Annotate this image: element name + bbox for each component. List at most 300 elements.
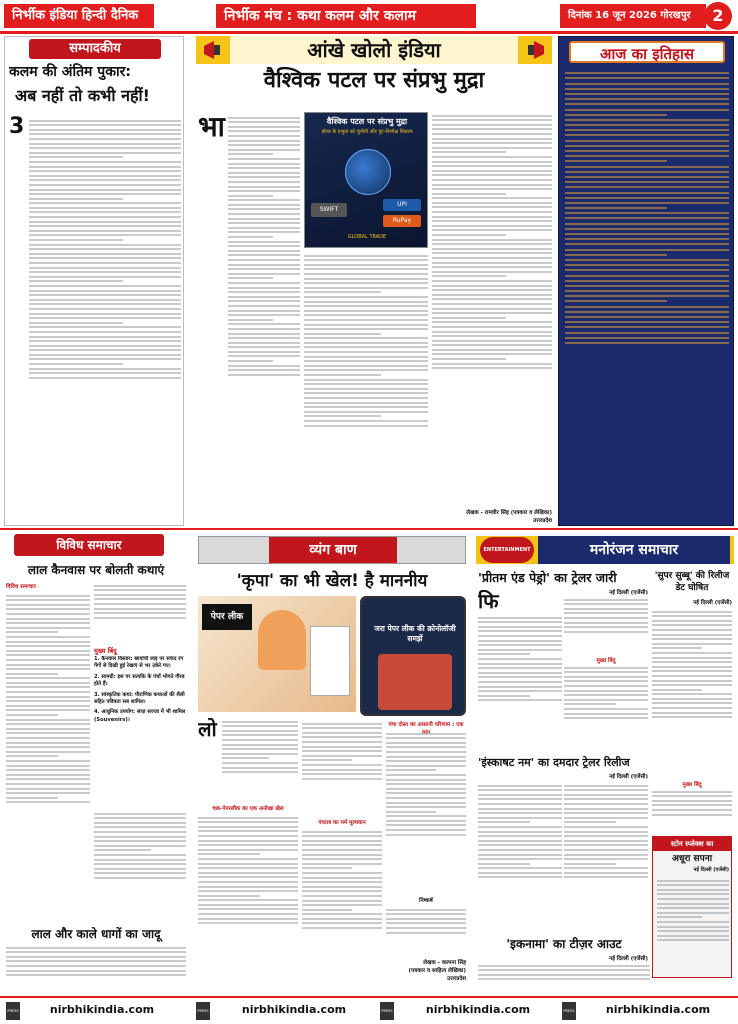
text-line bbox=[302, 913, 382, 915]
text-line bbox=[386, 792, 466, 794]
text-line bbox=[565, 202, 729, 204]
text-line bbox=[6, 705, 90, 707]
text-line bbox=[29, 326, 181, 328]
text-line bbox=[94, 826, 186, 828]
text-line bbox=[304, 369, 428, 371]
text-line bbox=[6, 599, 90, 601]
vividh-col-2 bbox=[94, 582, 186, 642]
section-title: निर्भीक मंच : कथा कलम और कलाम bbox=[216, 4, 476, 28]
text-line bbox=[302, 927, 382, 929]
text-line bbox=[564, 703, 616, 705]
text-line bbox=[432, 206, 552, 208]
vyang-drop-cap: लो bbox=[198, 718, 217, 740]
text-line bbox=[228, 369, 300, 371]
text-line bbox=[198, 881, 298, 883]
text-line bbox=[29, 202, 181, 204]
text-line bbox=[657, 930, 729, 932]
text-line bbox=[565, 306, 729, 308]
text-line bbox=[564, 835, 648, 837]
text-line bbox=[564, 872, 648, 874]
vyang-col-3b bbox=[386, 906, 466, 954]
text-line bbox=[198, 867, 298, 869]
text-line bbox=[94, 863, 186, 865]
swift-label: SWIFT bbox=[311, 203, 347, 217]
text-line bbox=[29, 244, 181, 246]
text-line bbox=[228, 268, 300, 270]
text-line bbox=[657, 907, 729, 909]
text-line bbox=[478, 789, 562, 791]
text-line bbox=[478, 635, 562, 637]
text-line bbox=[302, 854, 382, 856]
text-line bbox=[565, 321, 729, 323]
text-line bbox=[302, 755, 382, 757]
text-line bbox=[432, 335, 552, 337]
text-line bbox=[302, 867, 352, 869]
text-line bbox=[652, 809, 732, 811]
text-line bbox=[29, 198, 123, 200]
text-line bbox=[94, 612, 186, 614]
text-line bbox=[302, 723, 382, 725]
text-line bbox=[228, 135, 300, 137]
editorial-column bbox=[4, 36, 184, 526]
text-line bbox=[222, 744, 298, 746]
text-line bbox=[29, 358, 181, 360]
ent-ad-body bbox=[657, 877, 729, 975]
text-line bbox=[302, 890, 382, 892]
editorial-tab: सम्पादकीय bbox=[29, 39, 161, 59]
footer-site-2[interactable]: nirbhikindia.com bbox=[241, 1003, 347, 1016]
editorial-body bbox=[29, 117, 181, 517]
text-line bbox=[29, 230, 181, 232]
text-line bbox=[6, 613, 90, 615]
text-line bbox=[228, 158, 300, 160]
text-line bbox=[6, 755, 58, 757]
text-line bbox=[228, 323, 300, 325]
masthead bbox=[0, 0, 738, 30]
text-line bbox=[228, 208, 300, 210]
text-line bbox=[228, 121, 300, 123]
text-line bbox=[29, 372, 181, 374]
text-line bbox=[304, 425, 428, 427]
text-line bbox=[29, 124, 181, 126]
text-line bbox=[94, 849, 151, 851]
text-line bbox=[222, 721, 298, 723]
text-line bbox=[302, 886, 382, 888]
text-line bbox=[29, 221, 181, 223]
text-line bbox=[565, 264, 729, 266]
text-line bbox=[6, 654, 90, 656]
mid-rule bbox=[0, 528, 738, 530]
text-line bbox=[564, 840, 648, 842]
text-line bbox=[564, 817, 648, 819]
text-line bbox=[478, 826, 562, 828]
text-line bbox=[29, 184, 181, 186]
entertainment-badge: ENTERTAINMENT bbox=[480, 537, 534, 563]
text-line bbox=[304, 360, 428, 362]
text-line bbox=[29, 262, 181, 264]
vyang-subhead-1: चक्र-पेपरलीक का एक अनोखा खेल bbox=[212, 806, 284, 812]
text-line bbox=[29, 179, 181, 181]
footer-site-3[interactable]: nirbhikindia.com bbox=[425, 1003, 531, 1016]
text-line bbox=[29, 225, 181, 227]
text-line bbox=[29, 234, 181, 236]
text-line bbox=[304, 305, 428, 307]
text-line bbox=[29, 239, 123, 241]
text-line bbox=[222, 767, 298, 769]
ent-ad-byline: नई दिल्ली (एजेंसी) bbox=[693, 867, 729, 873]
editorial-headline-2: अब नहीं तो कभी नहीं! bbox=[15, 86, 150, 105]
text-line bbox=[6, 636, 90, 638]
text-line bbox=[302, 904, 382, 906]
footer-site-1[interactable]: nirbhikindia.com bbox=[49, 1003, 155, 1016]
text-line bbox=[565, 88, 729, 90]
text-line bbox=[478, 686, 562, 688]
rupay-label: RuPay bbox=[383, 215, 421, 227]
ent-col-1 bbox=[478, 614, 562, 752]
text-line bbox=[228, 144, 300, 146]
press-logo: PRESS bbox=[6, 1002, 20, 1020]
text-line bbox=[565, 166, 729, 168]
text-line bbox=[222, 734, 298, 736]
text-line bbox=[565, 285, 729, 287]
text-line bbox=[304, 411, 428, 413]
text-line bbox=[565, 176, 729, 178]
text-line bbox=[29, 354, 181, 356]
vyang-col-3 bbox=[386, 730, 466, 894]
text-line bbox=[564, 794, 648, 796]
text-line bbox=[432, 197, 552, 199]
global-trade-label: GLOBAL TRADE bbox=[347, 234, 387, 240]
text-line bbox=[386, 815, 466, 817]
text-line bbox=[302, 741, 382, 743]
text-line bbox=[302, 759, 352, 761]
text-line bbox=[478, 649, 562, 651]
text-line bbox=[6, 622, 90, 624]
text-line bbox=[565, 212, 729, 214]
text-line bbox=[565, 249, 729, 251]
text-line bbox=[386, 913, 466, 915]
manoranjan-column bbox=[476, 534, 734, 994]
text-line bbox=[432, 133, 552, 135]
text-line bbox=[228, 360, 273, 362]
text-line bbox=[432, 326, 552, 328]
text-line bbox=[6, 677, 90, 679]
text-line bbox=[657, 916, 702, 918]
text-line bbox=[478, 803, 562, 805]
text-line bbox=[432, 344, 552, 346]
text-line bbox=[302, 858, 382, 860]
text-line bbox=[432, 161, 552, 163]
text-line bbox=[6, 627, 90, 629]
vividh-col-1 bbox=[6, 592, 90, 920]
text-line bbox=[564, 699, 648, 701]
text-line bbox=[94, 608, 186, 610]
text-line bbox=[386, 765, 466, 767]
text-line bbox=[564, 694, 648, 696]
text-line bbox=[432, 220, 552, 222]
text-line bbox=[222, 762, 298, 764]
text-line bbox=[198, 918, 298, 920]
text-line bbox=[228, 291, 300, 293]
text-line bbox=[432, 142, 552, 144]
text-line bbox=[222, 725, 298, 727]
text-line bbox=[432, 225, 552, 227]
text-line bbox=[386, 834, 466, 836]
text-line bbox=[657, 935, 729, 937]
text-line bbox=[386, 756, 466, 758]
vividh-bullet-item: 4. आधुनिक उपयोग: साज़ सज्जा में भी शामिल (Souvenirs)। bbox=[94, 709, 186, 723]
text-line bbox=[6, 631, 58, 633]
text-line bbox=[29, 290, 181, 292]
text-line bbox=[565, 254, 667, 256]
text-line bbox=[386, 806, 466, 808]
text-line bbox=[304, 264, 428, 266]
text-line bbox=[657, 884, 729, 886]
text-line bbox=[6, 700, 90, 702]
text-line bbox=[564, 599, 648, 601]
text-line bbox=[565, 171, 729, 173]
text-line bbox=[6, 970, 186, 972]
text-line bbox=[565, 119, 729, 121]
vyang-subhead-3: पंचा दोस्त का आसानी परिणाम : एक bbox=[388, 722, 464, 728]
press-logo: PRESS bbox=[380, 1002, 394, 1020]
text-line bbox=[432, 174, 552, 176]
text-line bbox=[652, 689, 702, 691]
text-line bbox=[29, 276, 181, 278]
text-line bbox=[29, 294, 181, 296]
text-line bbox=[478, 844, 562, 846]
text-line bbox=[478, 617, 562, 619]
text-line bbox=[304, 301, 428, 303]
text-line bbox=[304, 273, 428, 275]
text-line bbox=[6, 801, 90, 803]
text-line bbox=[228, 328, 300, 330]
text-line bbox=[657, 912, 729, 914]
text-line bbox=[478, 863, 530, 865]
text-line bbox=[565, 181, 729, 183]
text-line bbox=[478, 798, 562, 800]
vividh-byline: विविध समाचार bbox=[6, 584, 36, 590]
text-line bbox=[652, 634, 732, 636]
text-line bbox=[302, 877, 382, 879]
text-line bbox=[302, 872, 382, 874]
text-line bbox=[386, 742, 466, 744]
text-line bbox=[94, 854, 186, 856]
text-line bbox=[6, 797, 58, 799]
text-line bbox=[29, 138, 181, 140]
text-line bbox=[29, 216, 181, 218]
text-line bbox=[228, 277, 273, 279]
text-line bbox=[564, 708, 648, 710]
text-line bbox=[652, 693, 732, 695]
text-line bbox=[432, 353, 552, 355]
text-line bbox=[386, 779, 466, 781]
text-line bbox=[652, 791, 732, 793]
press-logo: PRESS bbox=[196, 1002, 210, 1020]
text-line bbox=[432, 321, 552, 323]
text-line bbox=[6, 956, 186, 958]
text-line bbox=[386, 918, 466, 920]
text-line bbox=[302, 750, 382, 752]
vividh-col-4 bbox=[6, 944, 186, 994]
text-line bbox=[228, 241, 300, 243]
text-line bbox=[302, 881, 382, 883]
text-line bbox=[432, 294, 552, 296]
text-line bbox=[652, 795, 732, 797]
text-line bbox=[478, 667, 562, 669]
text-line bbox=[198, 876, 298, 878]
ent-h2-sub: मुख्य बिंदु bbox=[682, 782, 702, 788]
ent-headline-4: 'इकनामा' का टीज़र आउट bbox=[506, 937, 622, 951]
text-line bbox=[386, 922, 466, 924]
text-line bbox=[198, 853, 260, 855]
text-line bbox=[432, 363, 552, 365]
text-line bbox=[302, 835, 382, 837]
text-line bbox=[478, 872, 562, 874]
text-line bbox=[565, 140, 729, 142]
text-line bbox=[564, 603, 648, 605]
text-line bbox=[6, 765, 90, 767]
vyang-subhead-4: निष्कर्ष bbox=[419, 898, 433, 904]
text-line bbox=[6, 783, 90, 785]
text-line bbox=[304, 374, 381, 376]
text-line bbox=[386, 774, 466, 776]
history-list bbox=[565, 69, 729, 519]
text-line bbox=[432, 289, 552, 291]
text-line bbox=[228, 199, 300, 201]
text-line bbox=[6, 608, 90, 610]
text-line bbox=[29, 349, 181, 351]
text-line bbox=[478, 695, 530, 697]
vividh-bullets bbox=[94, 656, 186, 806]
text-line bbox=[564, 785, 648, 787]
text-line bbox=[304, 420, 428, 422]
text-line bbox=[228, 259, 300, 261]
vividh-column bbox=[4, 534, 188, 994]
text-line bbox=[304, 392, 428, 394]
page-number: 2 bbox=[704, 2, 732, 30]
text-line bbox=[564, 690, 648, 692]
text-line bbox=[432, 138, 552, 140]
text-line bbox=[652, 629, 732, 631]
lead-author: लेखक - रामधीर सिंह (पत्रकार व लेखिका) bbox=[466, 510, 552, 516]
text-line bbox=[29, 133, 181, 135]
text-line bbox=[432, 340, 552, 342]
text-line bbox=[6, 650, 90, 652]
text-line bbox=[6, 682, 90, 684]
text-line bbox=[478, 858, 562, 860]
lead-author-place: उत्तरप्रदेश bbox=[533, 518, 552, 524]
text-line bbox=[29, 170, 181, 172]
text-line bbox=[302, 769, 382, 771]
text-line bbox=[228, 351, 300, 353]
vividh-col-3 bbox=[94, 810, 186, 920]
text-line bbox=[565, 192, 729, 194]
text-line bbox=[94, 872, 186, 874]
text-line bbox=[565, 326, 729, 328]
text-line bbox=[478, 785, 562, 787]
text-line bbox=[6, 728, 90, 730]
ent-ad-title: स्टोन स्प्लेक्श का bbox=[653, 837, 731, 851]
vyang-col-2b bbox=[302, 828, 382, 988]
vyang-subhead-2: पंचतत्र का मर्म मूल्यवान bbox=[318, 820, 366, 826]
text-line bbox=[565, 93, 729, 95]
text-line bbox=[228, 222, 300, 224]
text-line bbox=[304, 379, 428, 381]
text-line bbox=[6, 965, 186, 967]
text-line bbox=[198, 886, 298, 888]
text-line bbox=[652, 675, 732, 677]
vividh-bullets-head: मुख्य बिंदु bbox=[94, 647, 117, 655]
text-line bbox=[6, 673, 58, 675]
text-line bbox=[198, 835, 298, 837]
text-line bbox=[565, 238, 729, 240]
text-line bbox=[94, 840, 186, 842]
text-line bbox=[228, 245, 300, 247]
text-line bbox=[657, 893, 729, 895]
text-line bbox=[6, 974, 186, 976]
text-line bbox=[198, 904, 298, 906]
text-line bbox=[304, 328, 428, 330]
text-line bbox=[564, 812, 648, 814]
text-line bbox=[304, 365, 428, 367]
text-line bbox=[228, 181, 300, 183]
text-line bbox=[6, 659, 90, 661]
vyang-photo bbox=[198, 596, 356, 712]
text-line bbox=[29, 120, 181, 122]
text-line bbox=[652, 620, 732, 622]
text-line bbox=[432, 317, 506, 319]
text-line bbox=[6, 778, 90, 780]
text-line bbox=[565, 150, 729, 152]
text-line bbox=[652, 638, 732, 640]
text-line bbox=[564, 685, 648, 687]
text-line bbox=[564, 867, 648, 869]
text-line bbox=[565, 233, 729, 235]
text-line bbox=[6, 947, 186, 949]
text-line bbox=[565, 109, 729, 111]
text-line bbox=[565, 280, 729, 282]
footer-rule bbox=[0, 996, 738, 998]
ent-headline-3: 'इंस्काषट नम' का दमदार ट्रेलर रिलीज bbox=[478, 756, 630, 769]
vyang-column bbox=[194, 534, 470, 994]
text-line bbox=[94, 598, 186, 600]
text-line bbox=[386, 927, 466, 929]
text-line bbox=[432, 285, 552, 287]
text-line bbox=[94, 617, 186, 619]
lead-banner bbox=[196, 36, 552, 64]
text-line bbox=[432, 257, 552, 259]
text-line bbox=[565, 243, 729, 245]
footer-site-4[interactable]: nirbhikindia.com bbox=[605, 1003, 711, 1016]
text-line bbox=[657, 898, 729, 900]
text-line bbox=[228, 314, 300, 316]
text-line bbox=[94, 868, 186, 870]
ent-col-2b bbox=[564, 664, 648, 752]
vyang-author-sub: (पत्रकार व साहित्य लेखिका) bbox=[408, 968, 466, 974]
text-line bbox=[6, 686, 90, 688]
text-line bbox=[29, 322, 123, 324]
text-line bbox=[29, 285, 181, 287]
text-line bbox=[304, 415, 381, 417]
text-line bbox=[565, 337, 729, 339]
text-line bbox=[478, 640, 562, 642]
text-line bbox=[228, 305, 300, 307]
text-line bbox=[304, 397, 428, 399]
text-line bbox=[565, 300, 667, 302]
text-line bbox=[478, 974, 650, 976]
text-line bbox=[198, 826, 298, 828]
